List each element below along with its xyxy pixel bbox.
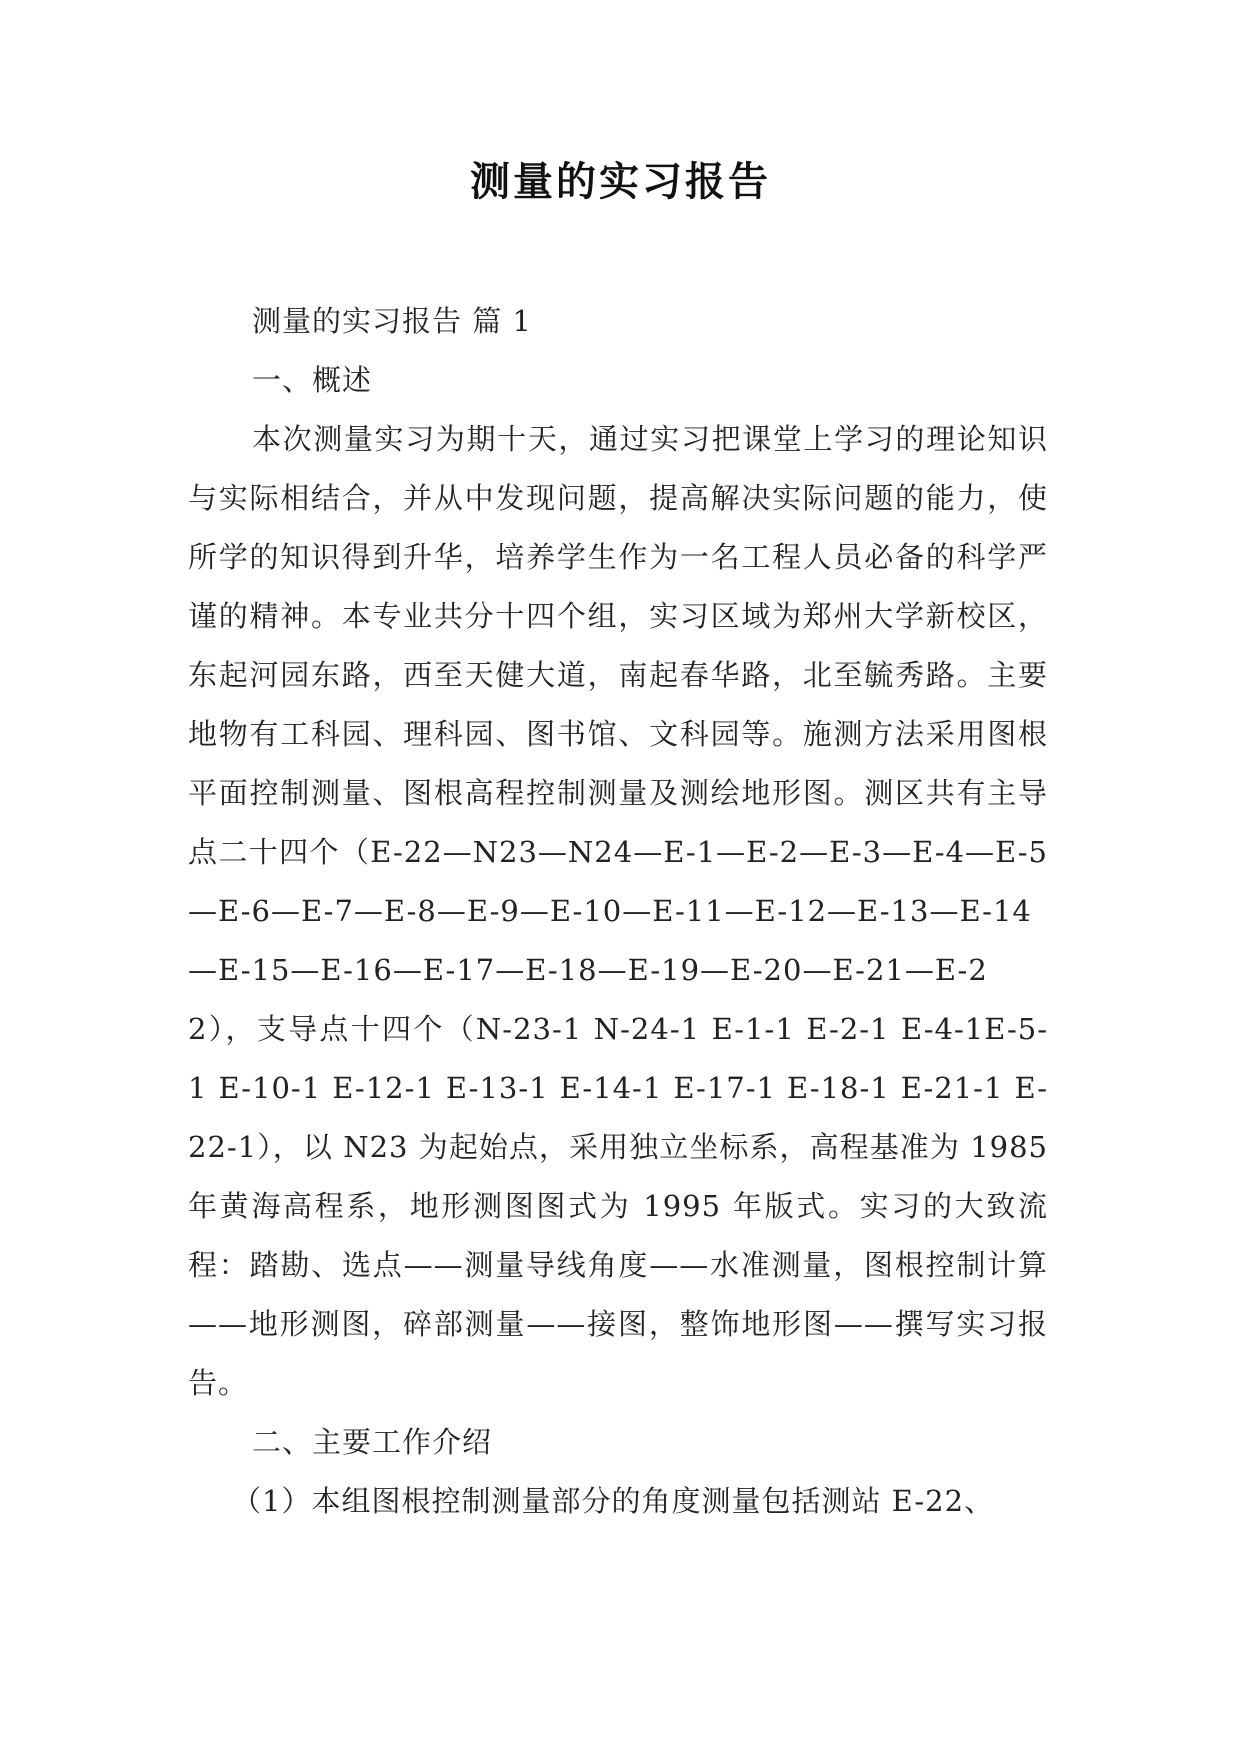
main-work-item-1: （1）本组图根控制测量部分的角度测量包括测站 E-22、 — [232, 1484, 995, 1518]
section-heading-overview: 一、概述 — [252, 363, 373, 397]
overview-paragraph: 本次测量实习为期十天，通过实习把课堂上学习的理论知识与实际相结合，并从中发现问题，提高解决实际问题的能力，使所学的知识得到升华，培养学生作为一名工程人员必备的科学严谨的精神。本专业共分十四个组，实习区域为郑州大学新校区，东起河园东路，西至天健大道，南起春华路，北至毓秀路。主要地物有工科园、理科园、图书馆、文科园等。施测方法采用图根平面控制测量、图根高程控制测量及测绘地形图。测区共有主导点二十四个（E-22—N23—N24—E-1—E-2—E-3—E-4—E-5—E-6—E-7—E-8—E-9—E-10—E-11—E-12—E-13—E-14—E-15—E-16—E-17—E-18—E-19—E-20—E-21—E-22），支导点十四个（N-23-1 N-24-1 E-1-1 E-2-1 E-4-1E-5-1 E-10-1 E-12-1 E-13-1 E-14-1 E-17-1 E-18-1 E-21-1 E-22-1），以 N23 为起始点，采用独立坐标系，高程基准为 1985 年黄海高程系，地形测图图式为 1995 年版式。实习的大致流程：踏勘、选点——测量导线角度——水准测量，图根控制计算——地形测图，碎部测量——接图，整饰地形图——撰写实习报告。 — [188, 422, 1048, 1400]
report-subtitle: 测量的实习报告 篇 1 — [252, 304, 532, 338]
section-heading-main-work: 二、主要工作介绍 — [252, 1425, 493, 1459]
document-body — [188, 292, 1048, 1531]
document-title: 测量的实习报告 — [470, 159, 771, 205]
